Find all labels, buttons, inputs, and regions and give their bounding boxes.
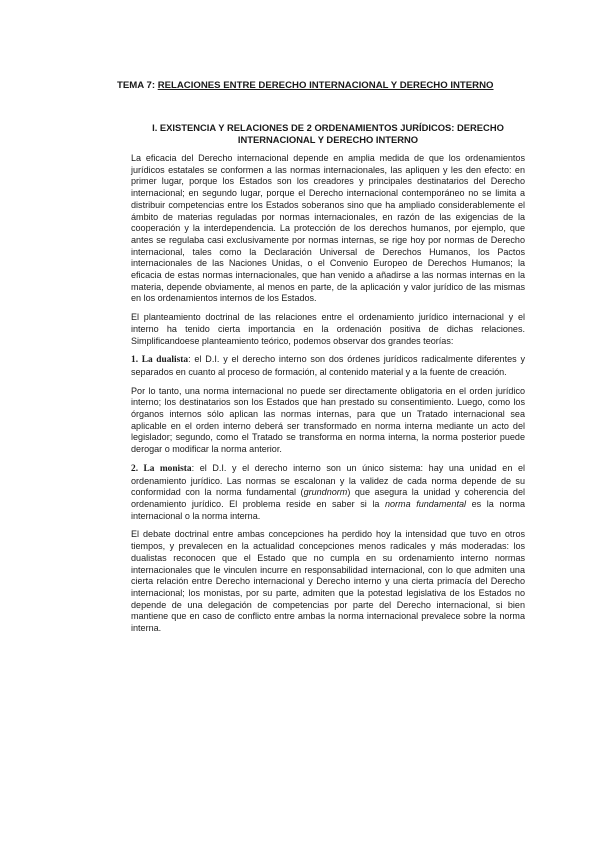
- section-heading-line2: INTERNACIONAL Y DERECHO INTERNO: [237, 134, 419, 145]
- grundnorm-term: grundnorm: [303, 487, 348, 498]
- paragraph-monista: [131, 463, 525, 523]
- paragraph-debate: El debate doctrinal entre ambas concepciones ha perdido hoy la intensidad que tuvo en otros tiempos, y prevalecen en la actualidad concepciones menos radicales y más moderadas: los dualistas reconocen que el Estado que no cumpla en su ordenamiento interno normas internacionales que le vinculen incurre en responsabilidad internacional, con lo que admiten una cierta relación entre Derecho internacional y Derecho interno y una cierta primacía del Derecho internacional; los monistas, por su parte, admiten que la potestad legislativa de los Estados no depende de una delegación de competencias por parte del Derecho internacional, si bien mantiene que en caso de conflicto entre ambas la norma internacional prevalece sobre la norma interna.: [131, 529, 525, 634]
- dualista-text: : el D.I. y el derecho interno son dos órdenes jurídicos radicalmente diferentes y separados en cuanto al proceso de formación, al contenido material y a la fuente de creación.: [131, 354, 525, 377]
- section-heading-line1: I. EXISTENCIA Y RELACIONES DE 2 ORDENAMIENTOS JURÍDICOS: DERECHO: [152, 122, 504, 133]
- document-body: [117, 80, 526, 642]
- title-prefix: TEMA 7:: [117, 80, 158, 91]
- monista-text-b: ) que asegura la unidad y coherencia del ordenamiento jurídico. El problema reside en saber si la: [131, 487, 525, 509]
- paragraph-intro: La eficacia del Derecho internacional depende en amplia medida de que los ordenamientos jurídicos estatales se conformen a las normas internacionales, las apliquen y les den efecto: en primer lugar, porque los Estados son los creadores y principales destinatarios del Derecho internacional; en segundo lugar, porque el Derecho internacional contemporáneo no se limita a distribuir competencias entre los Estados soberanos sino que ha ampliado considerablemente el ámbito de materias reguladas por normas internacionales, en razón de las exigencias de la cooperación y la interdependencia. La protección de los derechos humanos, por ejemplo, que antes se regulaba casi exclusivamente por normas internas, se rige hoy por normas de Derecho internacional, tales como la Declaración Universal de Derechos Humanos, los Pactos internacionales de las Naciones Unidas, o el Convenio Europeo de Derechos Humanos; la eficacia de estas normas internacionales, que han venido a añadirse a las normas internas en la materia, depende obviamente, al menos en parte, de la aplicación y valor jurídico de las mismas en los ordenamientos internos de los Estados.: [131, 153, 525, 304]
- norma-fundamental-term: norma fundamental: [384, 498, 466, 509]
- paragraph-planteamiento: El planteamiento doctrinal de las relaciones entre el ordenamiento jurídico internacional y el interno ha tenido cierta importancia en la ordenación positiva de dichas relaciones. Simplificandoese planteamiento teórico, podemos observar dos grandes teorías:: [131, 312, 525, 346]
- section-heading: [131, 122, 525, 146]
- dualista-lead: 1. La dualista: [131, 355, 189, 366]
- monista-text-a: : el D.I. y el derecho interno son un único sistema: hay una unidad en el ordenamiento jurídico. Las normas se escalonan y la validez de cada norma depende de su conformidad con la norma fundamental (: [131, 462, 526, 498]
- document-title: [117, 80, 525, 92]
- title-main: RELACIONES ENTRE DERECHO INTERNACIONAL Y DERECHO INTERNO: [157, 80, 494, 91]
- paragraph-consecuencias: Por lo tanto, una norma internacional no puede ser directamente obligatoria en el orden jurídico interno; los destinatarios son los Estados que han prestado su consentimiento. Luego, como los órganos internos sólo aplican las normas internas, para que un Tratado internacional sea aplicable en el orden interno deberá ser transformado en norma interna mediante un acto del legislador; segundo, como el Tratado se transforma en norma interna, la norma posterior puede derogar o modificar la norma anterior.: [131, 385, 525, 455]
- paragraph-dualista: [131, 354, 525, 378]
- monista-text-c: es la norma internacional o la norma interna.: [131, 498, 526, 521]
- monista-lead: 2. La monista: [131, 463, 192, 474]
